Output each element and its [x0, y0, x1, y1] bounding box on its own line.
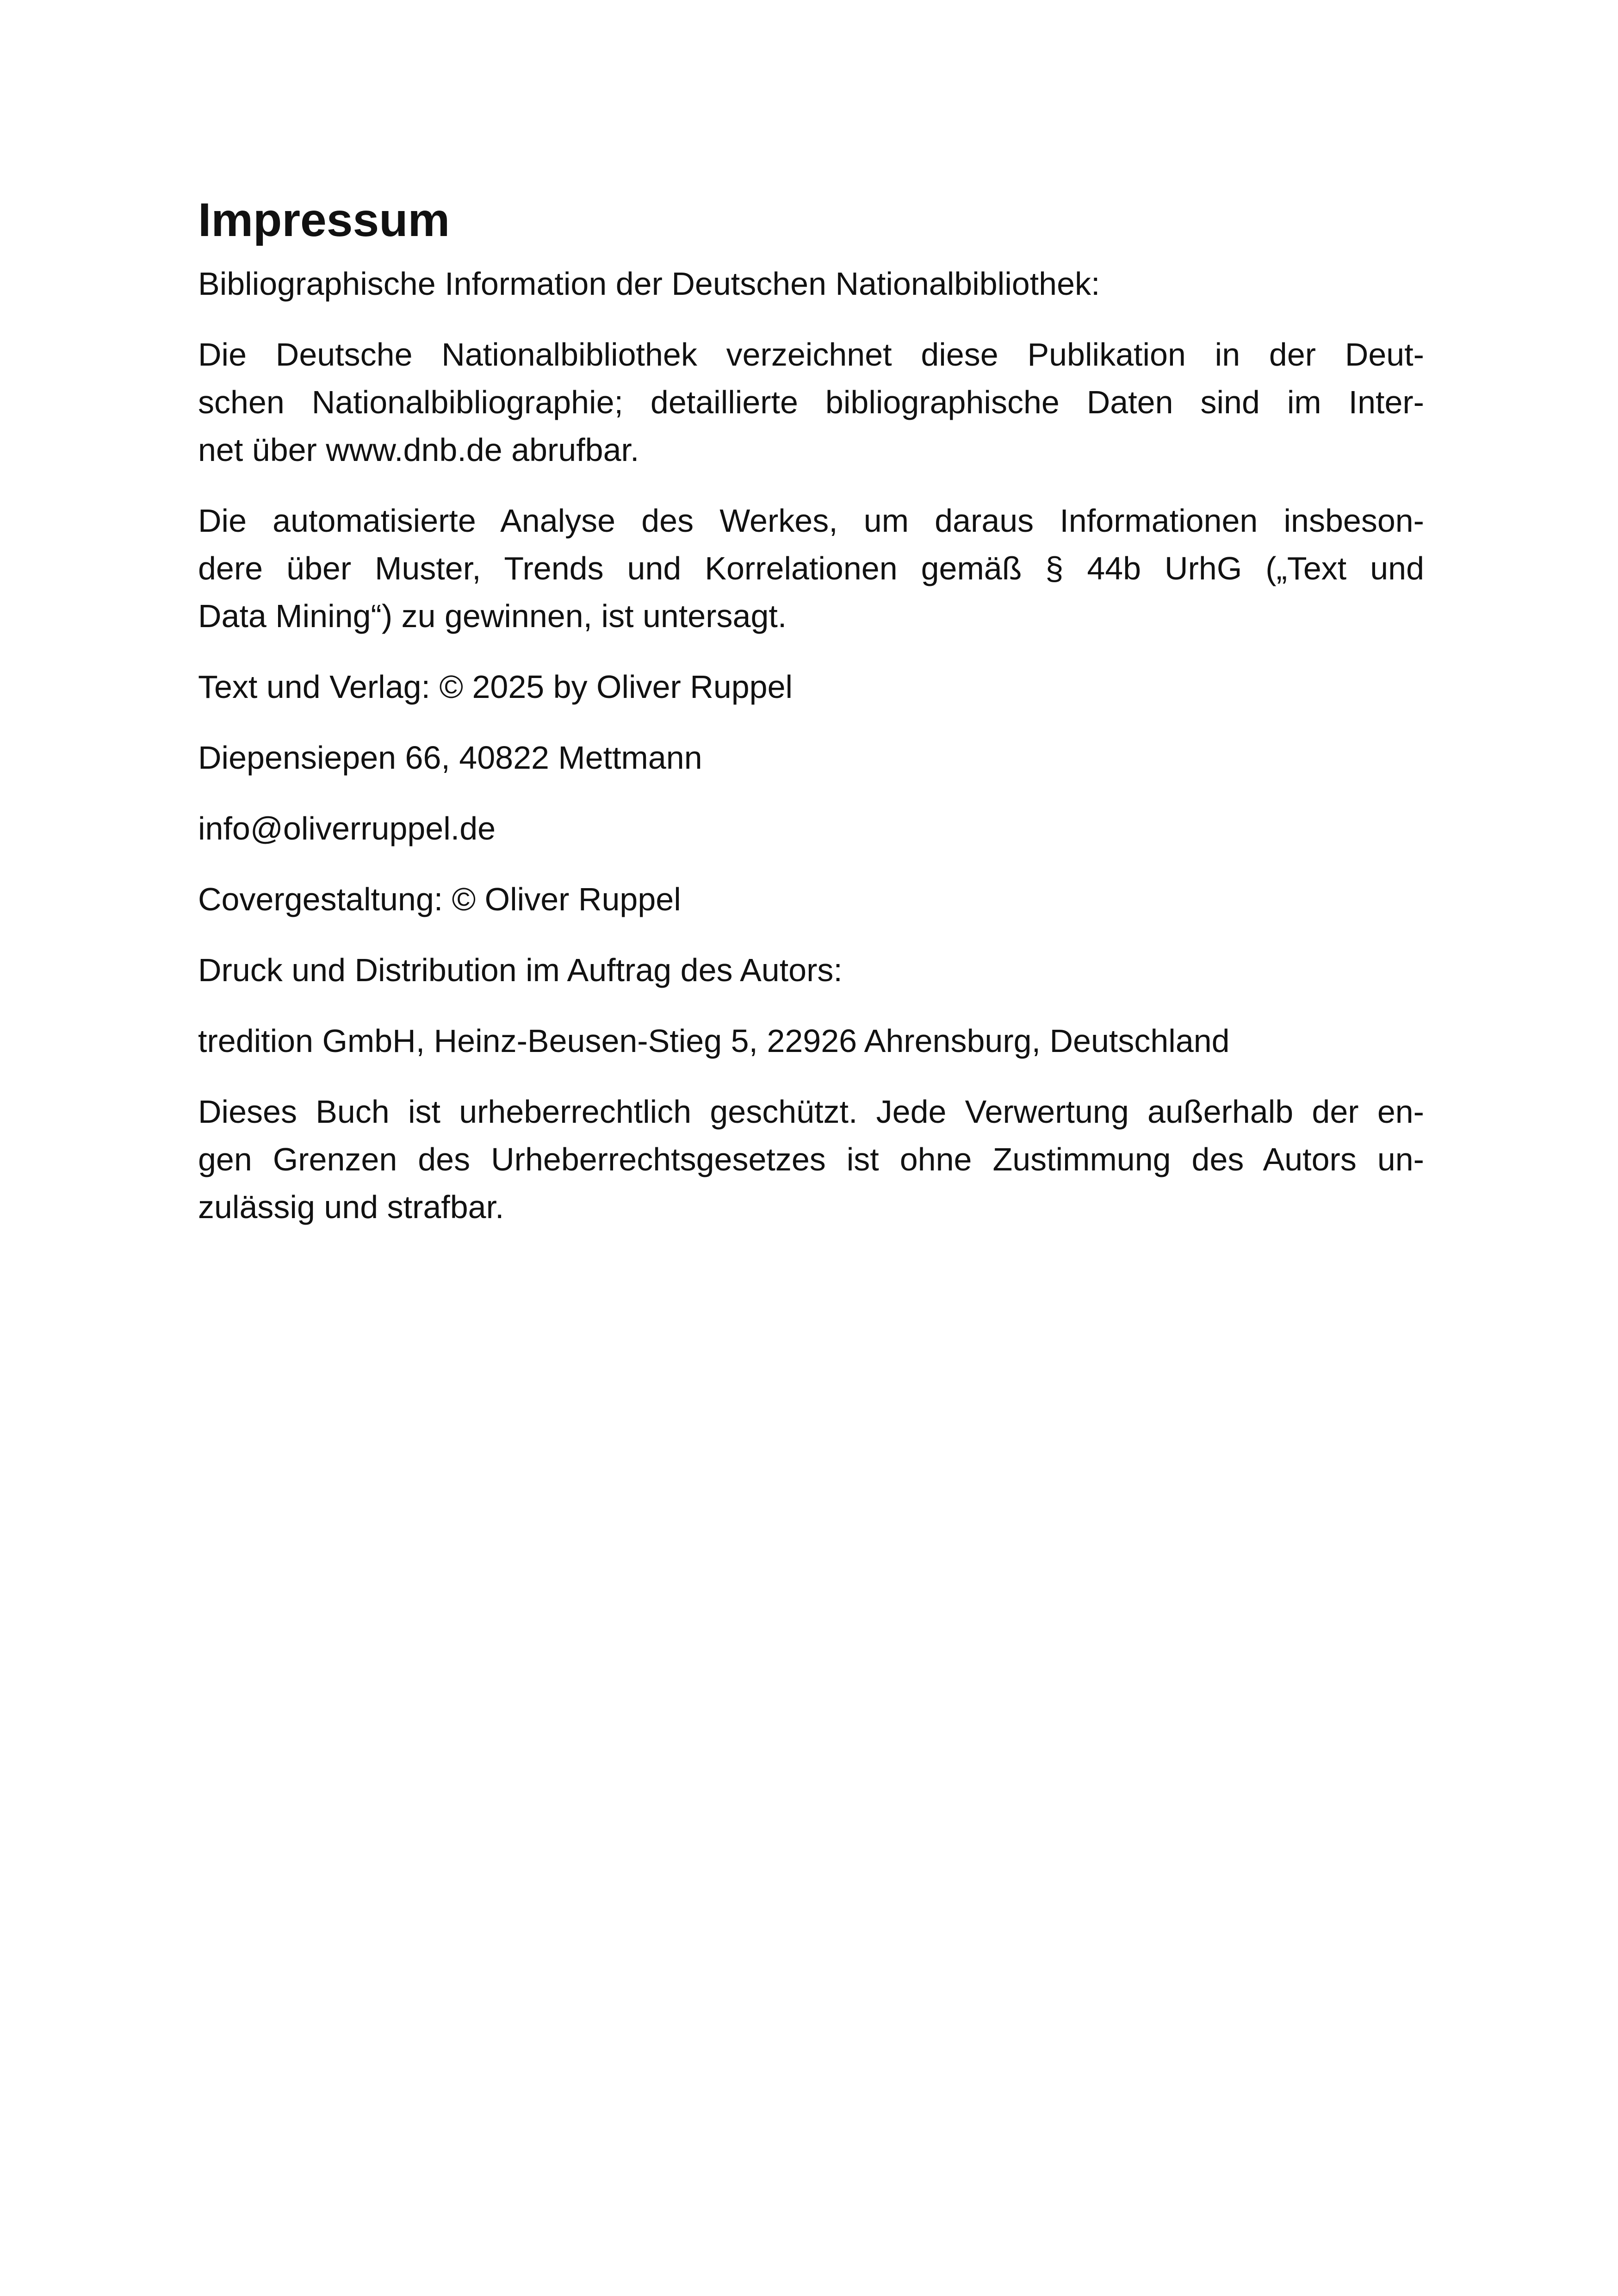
publisher-address: Diepensiepen 66, 40822 Mettmann: [198, 740, 702, 776]
contact-email: info@oliverruppel.de: [198, 810, 496, 846]
dnb-notice-line: net über www.dnb.de abrufbar.: [198, 432, 639, 468]
dnb-notice-line: schen Nationalbibliographie; detaillierte bibliographische Daten sind im Inter-: [198, 384, 1424, 420]
dnb-notice-paragraph: [198, 331, 1424, 474]
impressum-section: [198, 190, 1424, 1254]
copyright-notice-line: gen Grenzen des Urheberrechtsgesetzes ist ohne Zustimmung des Autors un-: [198, 1141, 1424, 1177]
bib-info-heading: Bibliographische Information der Deutschen Nationalbibliothek:: [198, 266, 1100, 302]
cover-design-credit: Covergestaltung: © Oliver Ruppel: [198, 881, 681, 917]
dnb-notice-line: Die Deutsche Nationalbibliothek verzeichnet diese Publikation in der Deut-: [198, 336, 1424, 373]
tdm-notice-line: dere über Muster, Trends und Korrelationen gemäß § 44b UrhG („Text und: [198, 550, 1424, 586]
distributor-address: tredition GmbH, Heinz-Beusen-Stieg 5, 22926 Ahrensburg, Deutschland: [198, 1023, 1230, 1059]
tdm-notice-paragraph: [198, 497, 1424, 640]
distribution-label: Druck und Distribution im Auftrag des Autors:: [198, 952, 843, 988]
copyright-notice-paragraph: [198, 1088, 1424, 1231]
copyright-notice-line: Dieses Buch ist urheberrechtlich geschützt. Jede Verwertung außerhalb der en-: [198, 1094, 1424, 1130]
tdm-notice-line: Data Mining“) zu gewinnen, ist untersagt.: [198, 598, 787, 634]
page-title: Impressum: [198, 193, 450, 246]
text-and-publisher: Text und Verlag: © 2025 by Oliver Ruppel: [198, 669, 793, 705]
copyright-notice-line: zulässig und strafbar.: [198, 1189, 504, 1225]
tdm-notice-line: Die automatisierte Analyse des Werkes, um daraus Informationen insbeson-: [198, 503, 1424, 539]
